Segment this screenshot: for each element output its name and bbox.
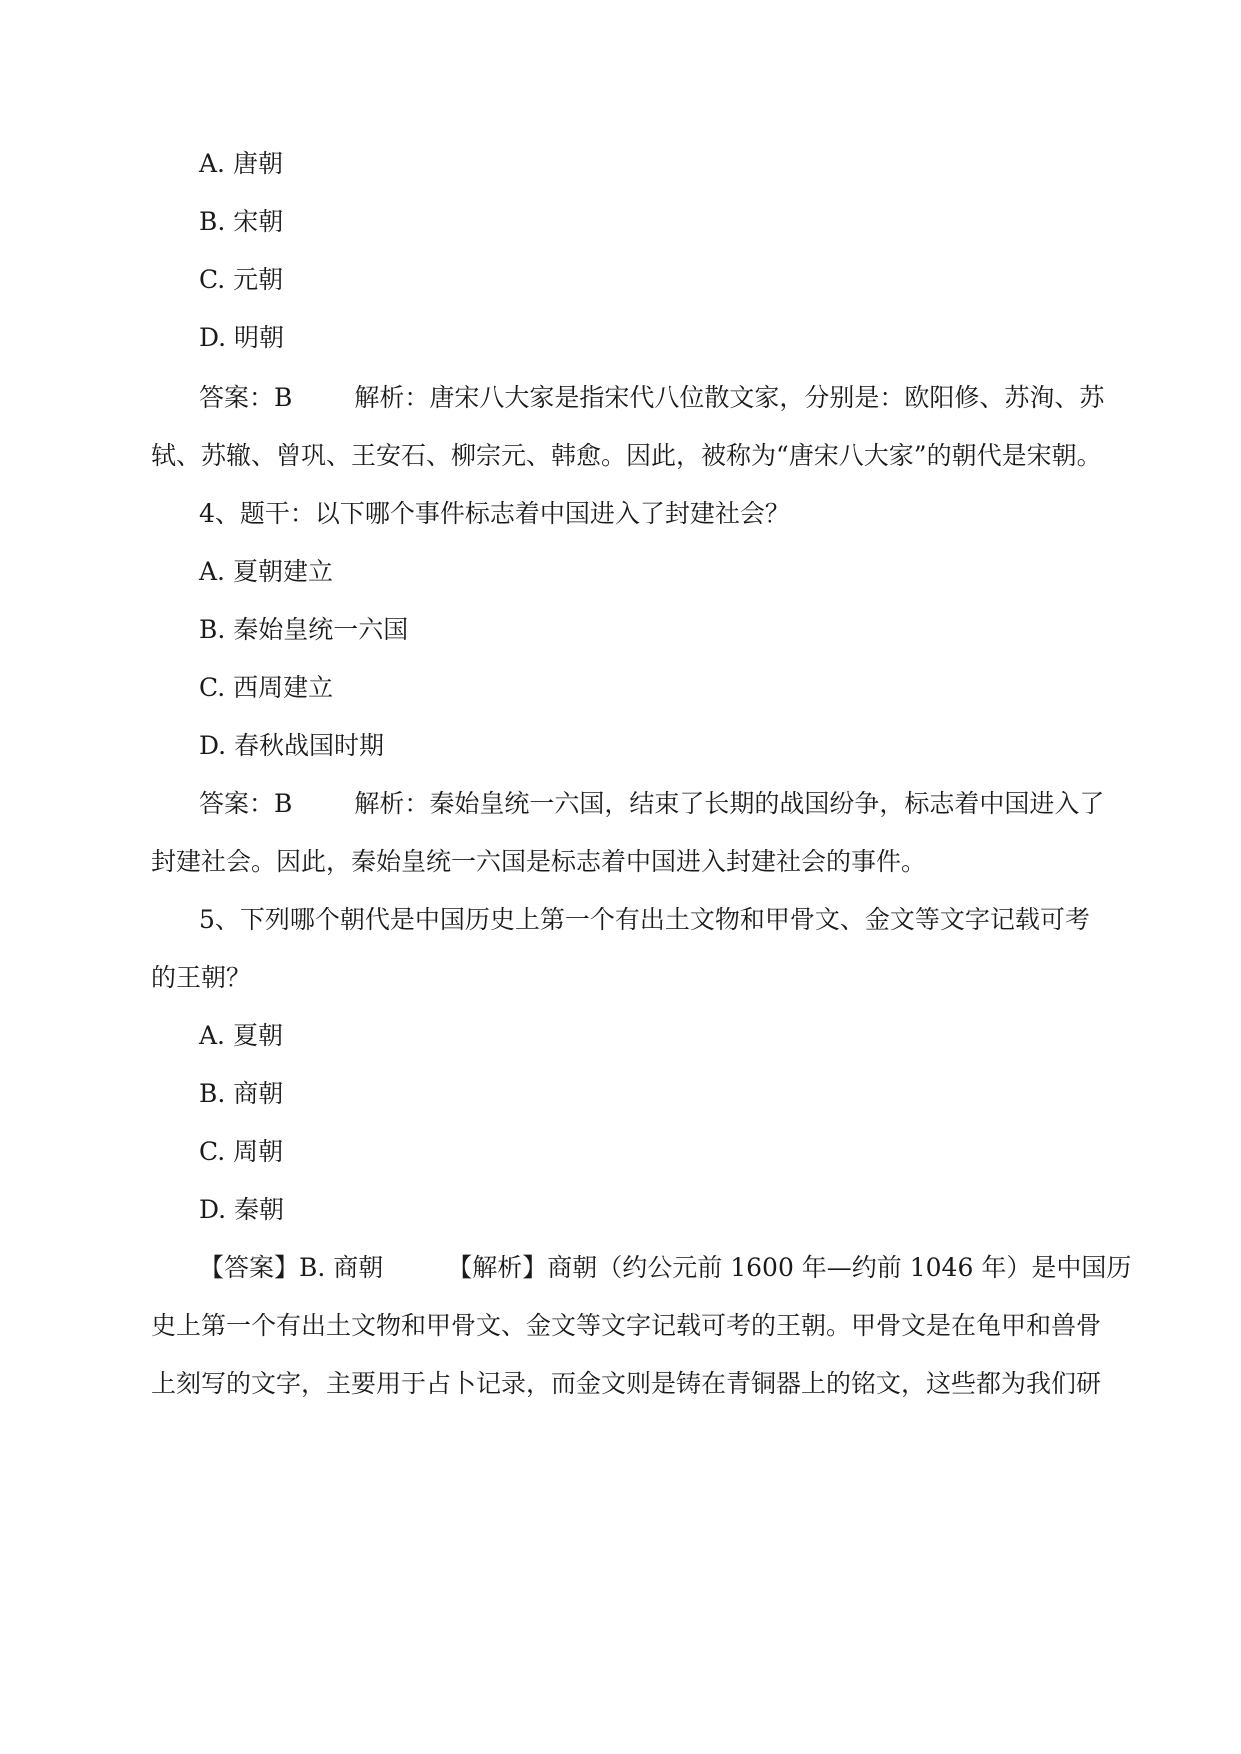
q4-option-a: A. 夏朝建立 (199, 557, 333, 586)
q4-option-d: D. 春秋战国时期 (199, 731, 385, 760)
q3-option-d: D. 明朝 (199, 323, 285, 352)
q4-answer-line (0, 784, 1241, 824)
q4-analysis-text: 解析：秦始皇统一六国，结束了长期的战国纷争，标志着中国进入了 (354, 789, 1105, 818)
q5-analysis-line-2: 史上第一个有出土文物和甲骨文、金文等文字记载可考的王朝。甲骨文是在龟甲和兽骨 (151, 1311, 1102, 1340)
q3-option-a: A. 唐朝 (199, 149, 283, 178)
q5-question-line-2: 的王朝？ (151, 963, 252, 992)
q3-answer-label: 答案：B (199, 383, 293, 412)
q4-option-b: B. 秦始皇统一六国 (199, 615, 409, 644)
q5-analysis-text: 【解析】商朝（约公元前 1600 年—约前 1046 年）是中国历 (447, 1253, 1132, 1282)
q5-answer-line (0, 1248, 1241, 1288)
q5-option-b: B. 商朝 (199, 1079, 284, 1108)
q4-question: 4、题干：以下哪个事件标志着中国进入了封建社会？ (199, 499, 790, 528)
q3-option-c: C. 元朝 (199, 265, 284, 294)
q4-answer-label: 答案：B (199, 789, 293, 818)
q5-option-a: A. 夏朝 (199, 1021, 283, 1050)
q3-analysis-text: 解析：唐宋八大家是指宋代八位散文家，分别是：欧阳修、苏洵、苏 (354, 383, 1105, 412)
q5-option-d: D. 秦朝 (199, 1195, 285, 1224)
q5-analysis-line-3: 上刻写的文字，主要用于占卜记录，而金文则是铸在青铜器上的铭文，这些都为我们研 (151, 1369, 1102, 1398)
q3-option-b: B. 宋朝 (199, 207, 284, 236)
q4-option-c: C. 西周建立 (199, 673, 334, 702)
q5-option-c: C. 周朝 (199, 1137, 284, 1166)
q3-answer-line (0, 378, 1241, 418)
q5-question-line-1: 5、下列哪个朝代是中国历史上第一个有出土文物和甲骨文、金文等文字记载可考 (199, 905, 1090, 934)
q5-answer-label: 【答案】B. 商朝 (199, 1253, 384, 1282)
q3-analysis-line-2: 轼、苏辙、曾巩、王安石、柳宗元、韩愈。因此，被称为“唐宋八大家”的朝代是宋朝。 (151, 441, 1102, 470)
q4-analysis-line-2: 封建社会。因此，秦始皇统一六国是标志着中国进入封建社会的事件。 (151, 847, 927, 876)
